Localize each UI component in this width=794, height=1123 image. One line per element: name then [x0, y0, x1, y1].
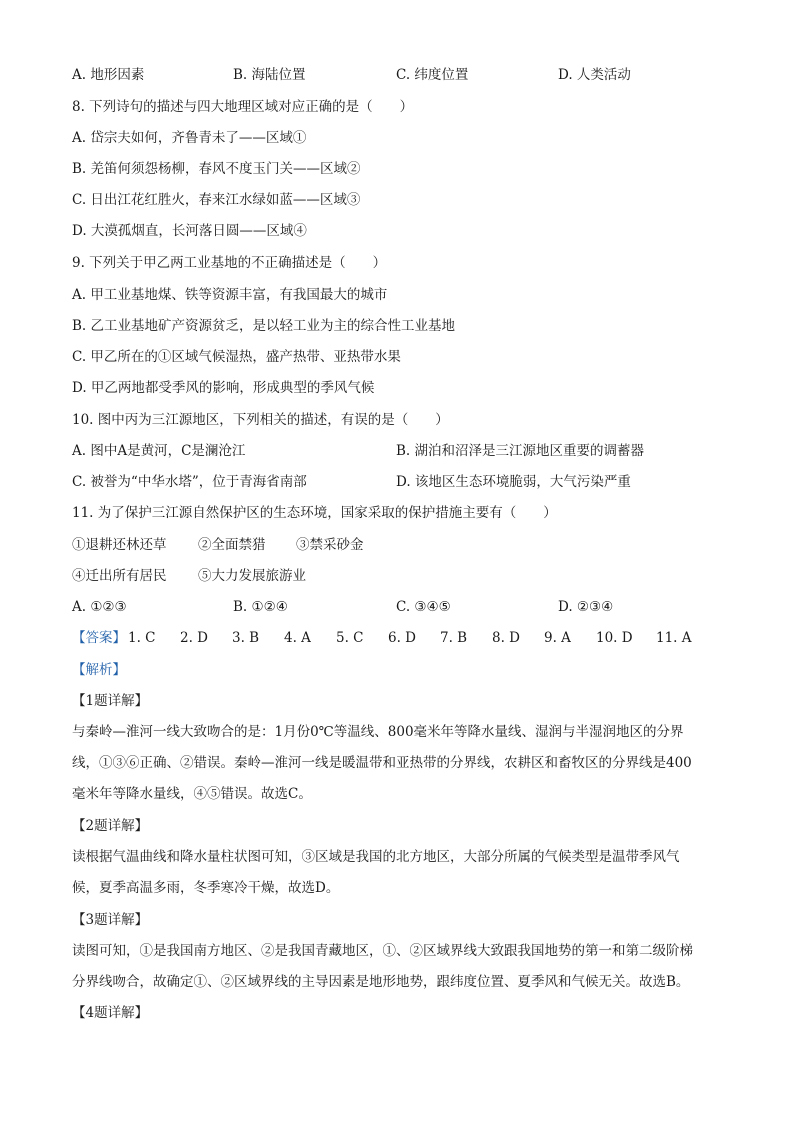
q9-option-d: D. 甲乙两地都受季风的影响，形成典型的季风气候 — [72, 380, 375, 396]
q9-option-b: B. 乙工业基地矿产资源贫乏，是以轻工业为主的综合性工业基地 — [72, 318, 456, 334]
section-4-heading: 【4题详解】 — [72, 1005, 149, 1021]
q9-option-a: A. 甲工业基地煤、铁等资源丰富，有我国最大的城市 — [72, 287, 388, 303]
q7-option-d: D. 人类活动 — [558, 67, 631, 83]
analysis-label: 【解析】 — [72, 662, 126, 678]
q10-option-b: B. 湖泊和沼泽是三江源地区重要的调蓄器 — [396, 443, 645, 459]
answer-item: 3. B — [232, 630, 260, 646]
section-2-line: 候，夏季高温多雨，冬季寒冷干燥，故选D。 — [72, 880, 340, 896]
answer-item: 11. A — [656, 630, 692, 646]
section-1-line: 线，①③⑥正确、②错误。秦岭—淮河一线是暖温带和亚热带的分界线，农耕区和畜牧区的分界线是400 — [72, 755, 692, 771]
q10-option-d: D. 该地区生态环境脆弱，大气污染严重 — [396, 474, 631, 490]
section-1-heading: 【1题详解】 — [72, 693, 149, 709]
q11-option-c: C. ③④⑤ — [396, 599, 451, 615]
q10-option-c: C. 被誉为“中华水塔”，位于青海省南部 — [72, 474, 307, 490]
answer-item: 6. D — [388, 630, 416, 646]
answer-item: 4. A — [284, 630, 311, 646]
answer-item: 10. D — [596, 630, 633, 646]
q9-stem: 9. 下列关于甲乙两工业基地的不正确描述是（ ） — [72, 255, 387, 271]
q11-measure-1: ①退耕还林还草 — [72, 537, 167, 553]
q8-option-c: C. 日出江花红胜火，春来江水绿如蓝——区域③ — [72, 192, 361, 208]
section-3-line: 分界线吻合，故确定①、②区域界线的主导因素是地形地势，跟纬度位置、夏季风和气候无关。故选B。 — [72, 974, 690, 990]
q11-measure-2: ②全面禁猎 — [198, 537, 266, 553]
answer-label: 【答案】 — [72, 630, 126, 646]
answer-item: 5. C — [336, 630, 364, 646]
answer-item: 2. D — [180, 630, 208, 646]
q7-option-b: B. 海陆位置 — [233, 67, 306, 83]
q8-option-b: B. 羌笛何须怨杨柳，春风不度玉门关——区域② — [72, 161, 361, 177]
q7-option-c: C. 纬度位置 — [396, 67, 469, 83]
answer-item: 9. A — [544, 630, 571, 646]
answer-item: 1. C — [128, 630, 156, 646]
q11-option-d: D. ②③④ — [558, 599, 614, 615]
section-1-line: 毫米年等降水量线，④⑤错误。故选C。 — [72, 786, 312, 802]
section-3-heading: 【3题详解】 — [72, 912, 149, 928]
q9-option-c: C. 甲乙所在的①区域气候湿热，盛产热带、亚热带水果 — [72, 349, 401, 365]
q11-measure-3: ③禁采砂金 — [296, 537, 364, 553]
q10-option-a: A. 图中A是黄河，C是澜沧江 — [72, 443, 246, 459]
q11-measure-5: ⑤大力发展旅游业 — [198, 568, 306, 584]
section-2-heading: 【2题详解】 — [72, 818, 149, 834]
section-3-line: 读图可知，①是我国南方地区、②是我国青藏地区，①、②区域界线大致跟我国地势的第一和第二级阶梯 — [72, 943, 693, 959]
answer-item: 7. B — [440, 630, 468, 646]
answer-item: 8. D — [492, 630, 520, 646]
q11-option-b: B. ①②④ — [233, 599, 288, 615]
q10-stem: 10. 图中丙为三江源地区，下列相关的描述，有误的是（ ） — [72, 412, 449, 428]
q8-stem: 8. 下列诗句的描述与四大地理区域对应正确的是（ ） — [72, 99, 414, 115]
q7-option-a: A. 地形因素 — [72, 67, 145, 83]
q11-stem: 11. 为了保护三江源自然保护区的生态环境，国家采取的保护措施主要有（ ） — [72, 505, 557, 521]
q8-option-d: D. 大漠孤烟直，长河落日圆——区域④ — [72, 223, 307, 239]
q11-measure-4: ④迁出所有居民 — [72, 568, 167, 584]
section-1-line: 与秦岭—淮河一线大致吻合的是：1月份0℃等温线、800毫米年等降水量线、湿润与半湿润地区的分界 — [72, 724, 684, 740]
q8-option-a: A. 岱宗夫如何，齐鲁青未了——区域① — [72, 130, 307, 146]
section-2-line: 读根据气温曲线和降水量柱状图可知，③区域是我国的北方地区，大部分所属的气候类型是温带季风气 — [72, 849, 680, 865]
q11-option-a: A. ①②③ — [72, 599, 127, 615]
